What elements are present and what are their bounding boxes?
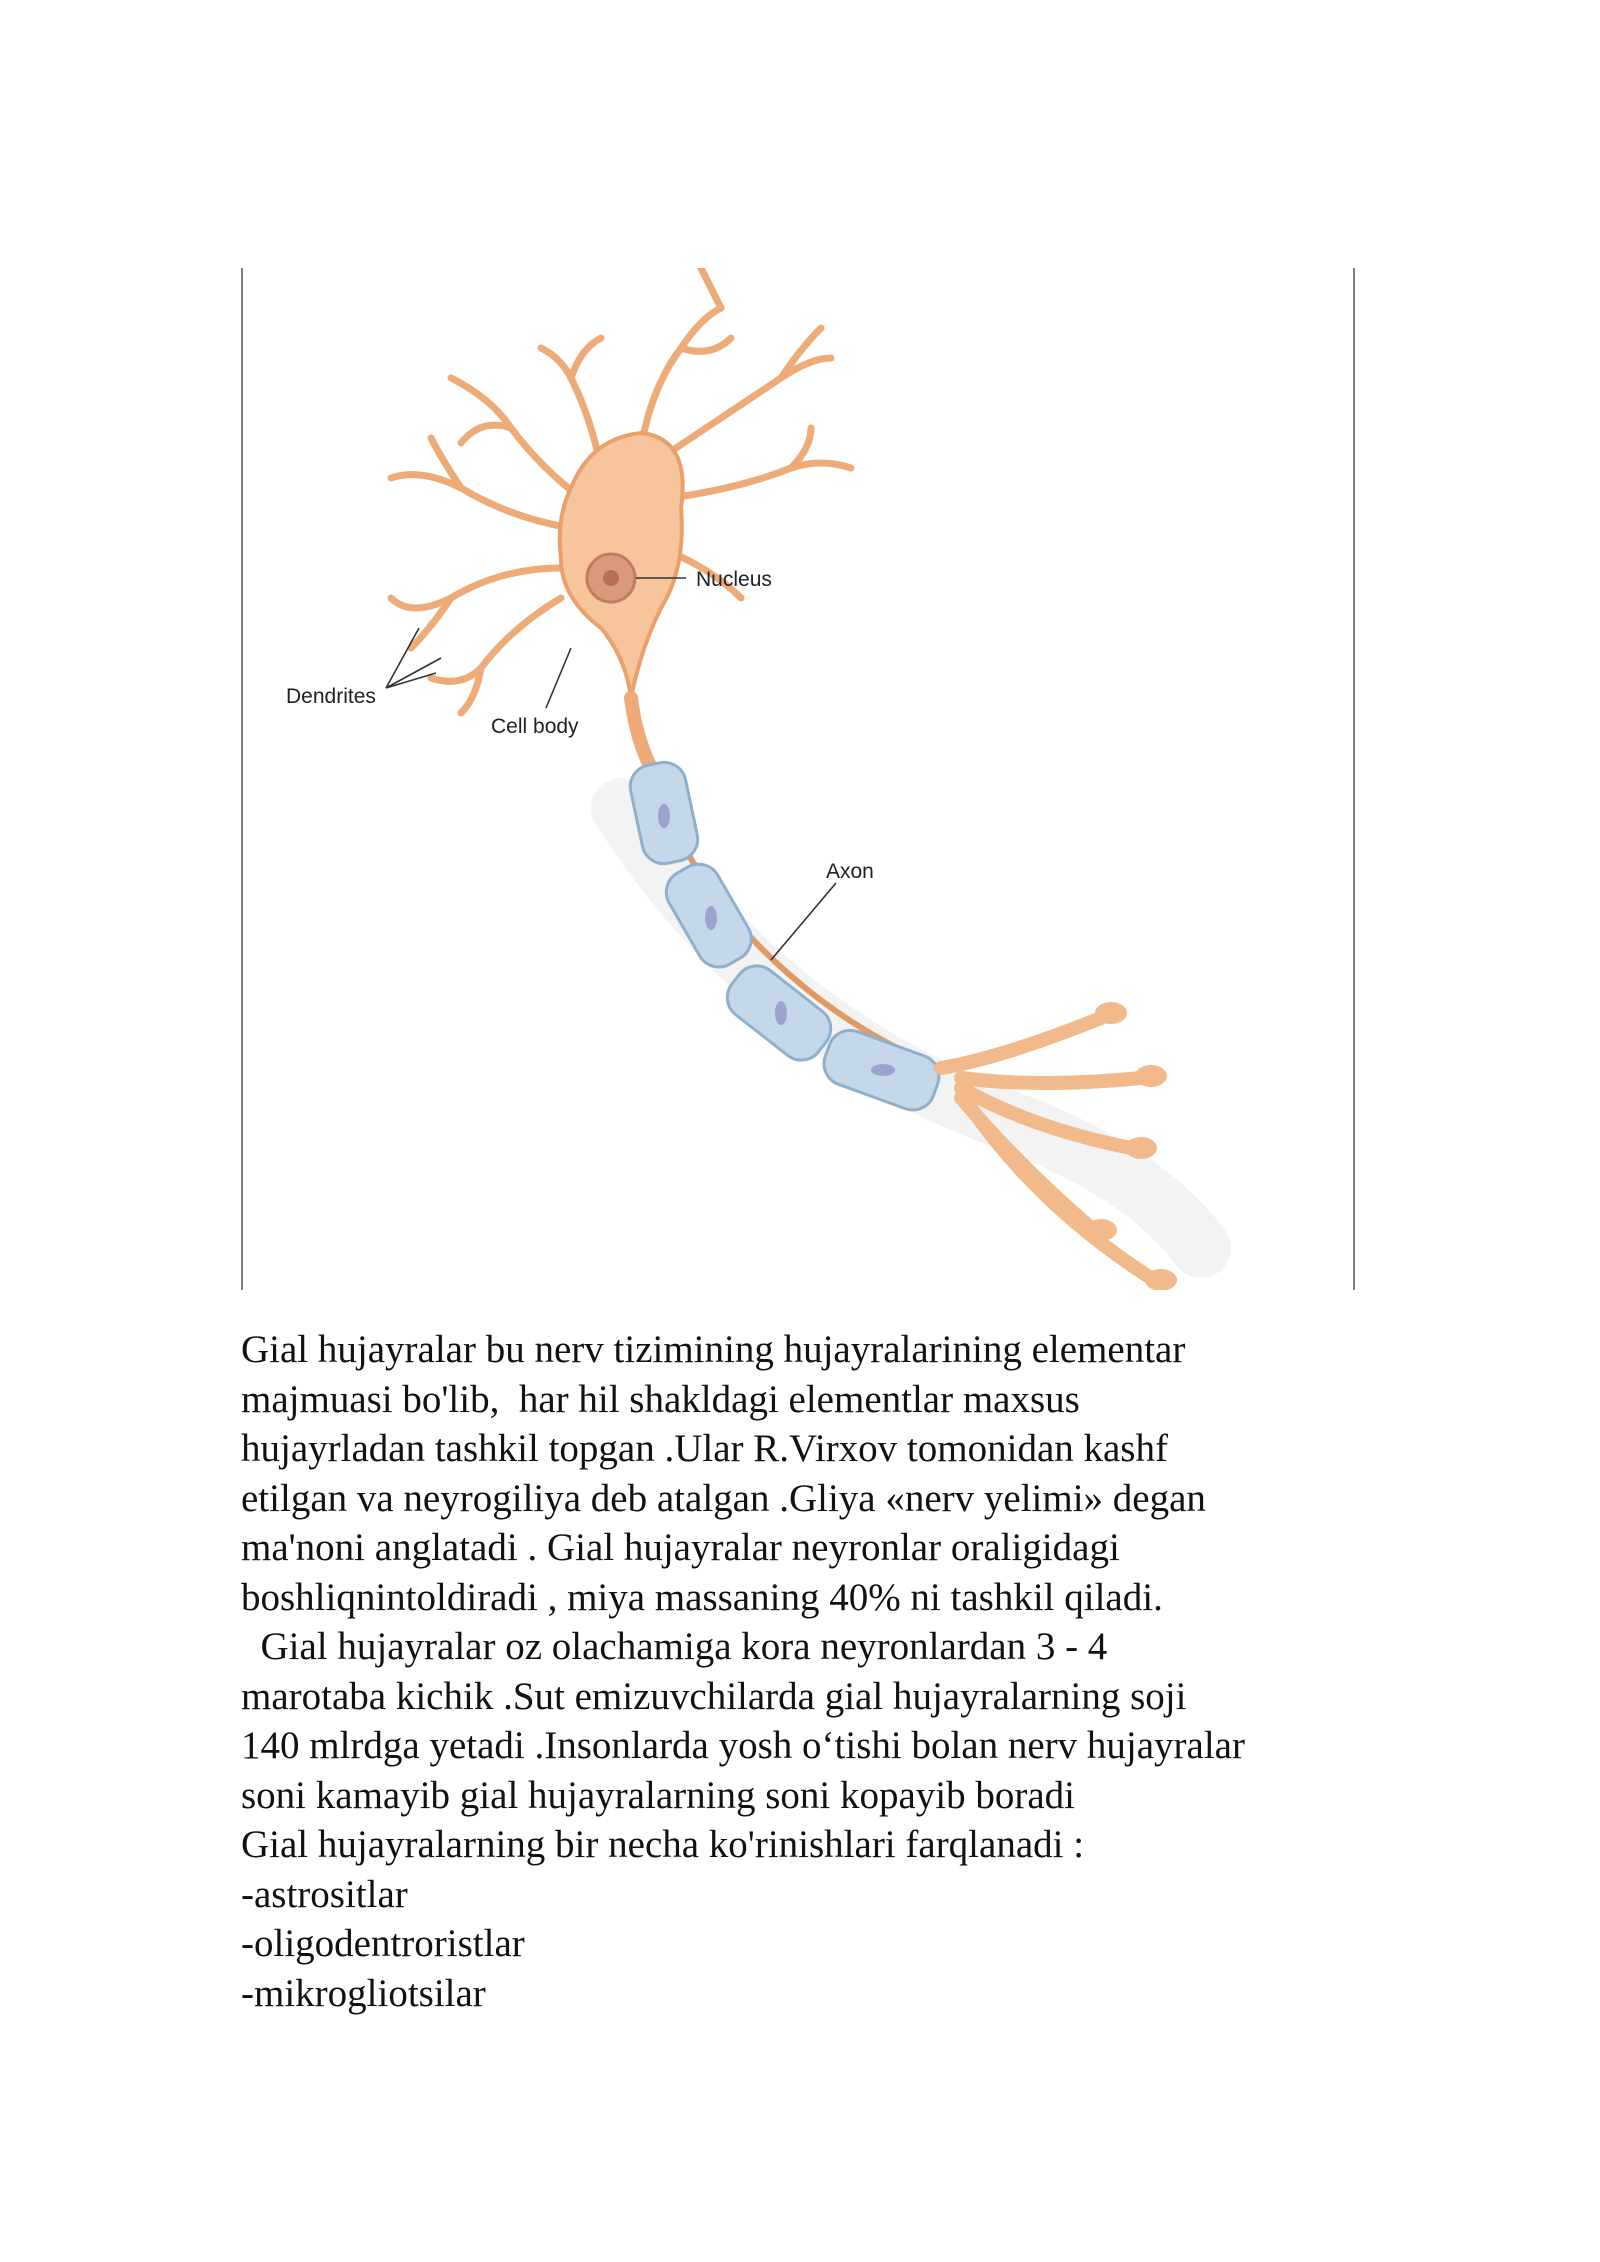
- text-line-7: Gial hujayralar oz olachamiga kora neyronlardan 3 - 4: [241, 1625, 1108, 1668]
- list-item-oligodentroristlar: -oligodentroristlar: [241, 1922, 525, 1965]
- text-line-5: ma'noni anglatadi . Gial hujayralar neyronlar oraligidagi: [241, 1526, 1120, 1569]
- text-line-4: etilgan va neyrogiliya deb atalgan .Gliya «nerv yelimi» degan: [241, 1476, 1206, 1520]
- list-item-mikrogliotsilar: -mikrogliotsilar: [241, 1971, 486, 2015]
- neuron-figure: [241, 268, 1355, 1290]
- text-line-1: Gial hujayralar bu nerv tizimining hujayralarining elementar: [241, 1328, 1186, 1371]
- dendrites-label: Dendrites: [286, 685, 376, 708]
- myelin-sheaths: [626, 758, 945, 1116]
- axon-label: Axon: [826, 860, 874, 883]
- neuron-illustration: [241, 268, 1355, 1290]
- nucleolus-shape: [603, 570, 619, 586]
- nucleus-label: Nucleus: [696, 568, 772, 591]
- text-line-11: Gial hujayralarning bir necha ko'rinishlari farqlanadi :: [241, 1823, 1085, 1866]
- body-text: [241, 1325, 1371, 2018]
- list-item-astrositlar: -astrositlar: [241, 1872, 408, 1916]
- text-line-2: majmuasi bo'lib, har hil shakldagi elementlar maxsus: [241, 1377, 1080, 1421]
- text-line-10: soni kamayib gial hujayralarning soni kopayib boradi: [241, 1773, 1075, 1817]
- text-line-3: hujayrladan tashkil topgan .Ular R.Virxov tomonidan kashf: [241, 1427, 1168, 1470]
- axon-hillock: [631, 698, 651, 768]
- text-line-6: boshliqnintoldiradi , miya massaning 40% ni tashkil qiladi.: [241, 1575, 1163, 1619]
- neuron-shape: [391, 268, 941, 1068]
- text-line-8: marotaba kichik .Sut emizuvchilarda gial hujayralarning soji: [241, 1674, 1187, 1718]
- cell-body-label: Cell body: [491, 715, 579, 738]
- text-line-9: 140 mlrdga yetadi .Insonlarda yosh o‘tishi bolan nerv hujayralar: [241, 1724, 1245, 1767]
